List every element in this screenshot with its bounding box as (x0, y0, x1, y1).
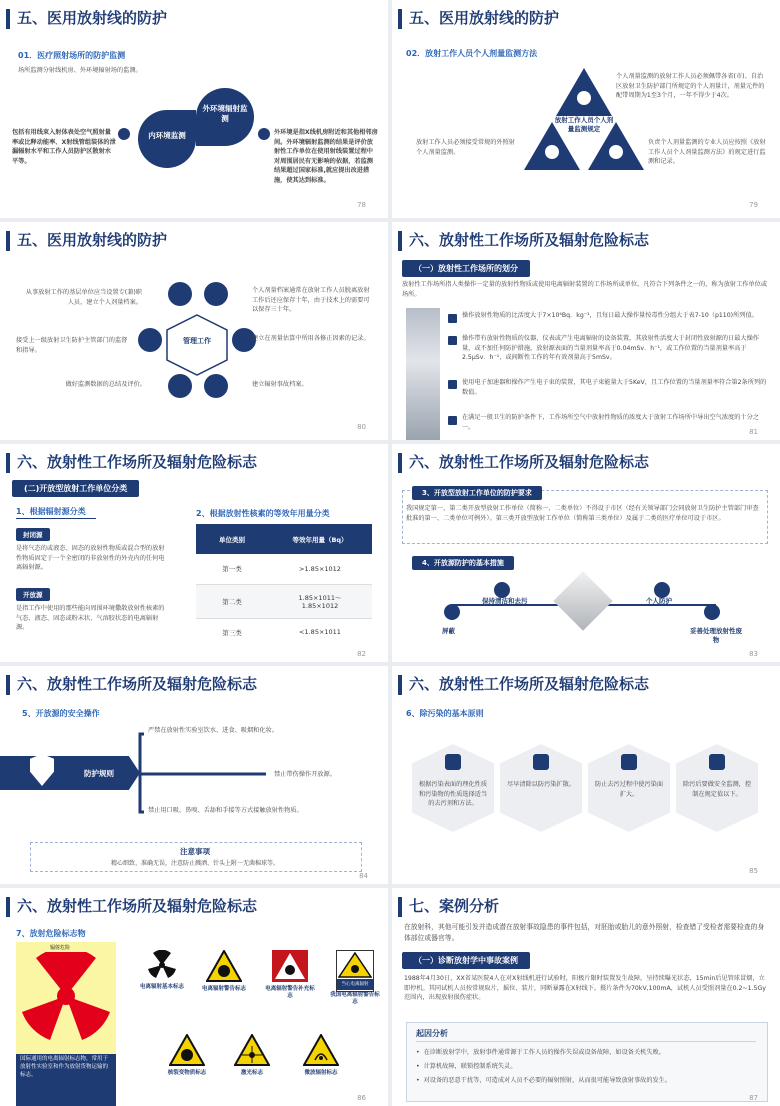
shield-icon (444, 604, 460, 620)
slide-header (392, 0, 780, 38)
radiation-sign-photo (16, 942, 116, 1106)
table-cell: 第三类 (222, 628, 242, 637)
measure-label-3: 个人防护 (646, 597, 672, 605)
rule-3: 禁止用口吸、鼻嗅、舌舔和手接等方式接触放射性物质。 (148, 807, 303, 814)
item-icon-2 (448, 336, 457, 345)
page-number: 79 (749, 201, 758, 209)
slide-header (0, 444, 388, 482)
slide-title: 六、放射性工作场所及辐射危险标志 (409, 453, 650, 471)
page-number: 84 (359, 872, 368, 880)
waste-icon (704, 604, 720, 620)
item-icon-1 (448, 314, 457, 323)
rule-label: 防护规则 (84, 769, 114, 778)
table-header: 等效年用量（Bq） (292, 535, 348, 544)
table-cell: <1.85×1011 (299, 628, 341, 637)
table-row (196, 618, 372, 646)
open-text: 是指工作中使用的那些能向周围环境撒散放射性核素的气态、液态、固态或粉末状、气溶胶状态的电离辐射源。 (16, 605, 165, 632)
sign-text: 当心电离辐射 (337, 979, 373, 990)
subtitle-3: 3、开放型放射工作单位的防护要求 (412, 486, 542, 500)
sign-label: 激光标志 (240, 1070, 263, 1076)
trefoil-diagram (22, 952, 110, 1042)
sign-laser (230, 1034, 274, 1077)
slide-title: 六、放射性工作场所及辐射危险标志 (409, 231, 650, 249)
subtitle-1: 1、根据辐射源分类 (16, 507, 86, 516)
section-pill: （一）诊断放射学中事故案例 (402, 952, 530, 969)
slide-79[interactable] (392, 0, 780, 218)
principle-text-2: 尽早清除以防污染扩散。 (506, 781, 576, 788)
center-label: 放射工作人员个人剂量监测规定 (554, 116, 614, 133)
item-text-1: 操作放射性物质的比活度大于7×10⁴Bq．kg⁻¹，且每日最大操作量按毒性分组大于表7-10（p110)所列值。 (462, 312, 758, 319)
section-subtitle: 02．放射工作人员个人剂量监测方法 (406, 49, 538, 58)
table-cell: 1.85×1011～1.85×1012 (298, 593, 342, 610)
petal-internal-label: 内环境监测 (148, 131, 186, 140)
tr-text: 个人剂量档案通常在放射工作人员脱离放射工作后还应保存十年，由于技术上的需要可以保存三十年。 (252, 287, 370, 314)
cause-text: 计算机故障，联锁控制系统失灵。 (423, 1063, 517, 1070)
item-icon-3 (448, 380, 457, 389)
slide-title: 五、医用放射线的防护 (17, 9, 168, 27)
page-number: 80 (357, 423, 366, 431)
slide-header (392, 666, 780, 704)
slide-82[interactable] (0, 444, 388, 662)
slide-header (392, 444, 780, 482)
slide-title: 六、放射性工作场所及辐射危险标志 (409, 675, 650, 693)
requirements-text: 我国规定第一、第二类开放型放射工作单位（简称一、二类单位）不得设于市区（经有关领导部门会同放射卫生防护主管部门审查批准的第一、二类单位可例外）。第三类开放型放射工作单位（简称第三类单位）及属于二类的医疗单位可设于市区。 (406, 505, 759, 522)
page-number: 82 (357, 650, 366, 658)
sign-microwave (296, 1034, 346, 1077)
slide-title: 五、医用放射线的防护 (17, 231, 168, 249)
scale-icon (709, 754, 725, 770)
slide-83[interactable] (392, 444, 780, 662)
sign-label: 核裂变物质标志 (167, 1070, 207, 1076)
page-number: 85 (749, 867, 758, 875)
table-cell: 第一类 (222, 565, 242, 574)
page-number: 83 (749, 650, 758, 658)
section-subtitle: 7、放射危险标志物 (16, 929, 86, 938)
cause-text: 对设备的恶意干扰等，可造成对人员不必要的辐射照射，从而很可能导致放射事故的发生。 (423, 1077, 672, 1084)
slide-header (0, 0, 388, 38)
slide-title: 六、放射性工作场所及辐射危险标志 (17, 897, 258, 915)
table-row (196, 584, 372, 618)
item-text-4: 在满足一般卫生的防护条件下，工作场所空气中放射性物质的浓度大于放射工作场所中导出空气浓度的十分之一。 (462, 414, 759, 431)
rule-banner (0, 756, 140, 790)
building-photo (406, 308, 440, 440)
intro-text: 场所监测分射线机房、外环境辐射场的监测。 (18, 67, 142, 74)
fission-triangle-icon (169, 1034, 205, 1066)
laser-triangle-icon (234, 1034, 270, 1066)
left-text: 放射工作人员必须接受常规的外照射个人剂量监测。 (416, 139, 515, 156)
cause-item-2: • 计算机故障，联锁控制系统失灵。 (416, 1063, 517, 1070)
item-text-3: 使用电子加速器和操作产生电子束的装置，其电子束能量大于5KeV，且工作位置的当量剂量率符合第2条所列的数值。 (462, 379, 767, 396)
radiation-icon (258, 128, 270, 140)
section-pill: (二)开放型放射工作单位分类 (12, 480, 139, 497)
gear-icon (621, 754, 637, 770)
page-number: 87 (749, 1094, 758, 1102)
section-subtitle: 01．医疗照射场所的防护监测 (18, 51, 126, 60)
slide-80[interactable] (0, 222, 388, 440)
sign-basic (140, 950, 184, 991)
rule-1: 严禁在放射性实验室饮水、进食、吸烟和化妆。 (148, 727, 278, 734)
network-icon (533, 754, 549, 770)
measure-label-2: 保持清洁和去污 (482, 597, 528, 605)
sign-label: 我国电离辐射警告标志 (330, 992, 380, 1006)
slide-78[interactable] (0, 0, 388, 218)
section-pill: （一）放射性工作场所的划分 (402, 260, 530, 277)
cause-title: 起因分析 (416, 1029, 448, 1038)
br-text: 建立辐射事故档案。 (252, 381, 308, 388)
hospital-icon (118, 128, 130, 140)
center-label: 管理工作 (183, 337, 211, 345)
microwave-triangle-icon (303, 1034, 339, 1066)
warning-triangle-icon (206, 950, 242, 982)
document-icon (445, 754, 461, 770)
left-text: 包括有用线束入射体表处空气照射量率或比释动能率、X射线管组装体的泄漏辐射水平和工作人员防护区散射水平等。 (12, 129, 116, 165)
slide-title: 六、放射性工作场所及辐射危险标志 (17, 453, 258, 471)
sealed-text: 是将气态的或液态、固态的放射性物质或混合型的放射性物质固定于一个全密闭的非放射性的外壳内的任何电离辐射源。 (16, 545, 165, 572)
slide-title: 六、放射性工作场所及辐射危险标志 (17, 675, 258, 693)
measure-label-4: 妥善处理放射性废物 (690, 627, 742, 644)
slide-84[interactable] (0, 666, 388, 884)
slide-header (392, 222, 780, 260)
chip-open-source: 开放源 (16, 588, 50, 601)
bl-text: 做好监测数据的总结及评价。 (65, 381, 146, 388)
slide-85[interactable] (392, 666, 780, 884)
item-text-2: 操作带有放射性物质的仪器、仪表或产生电离辐射的设备装置，其放射性活度大于封闭性放射源的日最大操作量，或不加任何防护措施，放射源表面的当量剂量率高于0.04mSv．h⁻¹，或工作位置的当量剂量率高于2.5μSv．h⁻¹，或间断性工作的年有效剂量高于5mSv。 (462, 335, 759, 362)
right-text: 外环境是指X线机房附近和其他相邻房间。外环境辐射监测的结果是评价放射性工作单位在使用射线装置过程中对周围居民有无影响的依据，若监测结果超过国家标准,就应提出改进措施，使其达到标准。 (274, 129, 378, 185)
intro-text: 放射性工作场所指人类操作一定量的放射性物质或使用电离辐射装置的工作场所或单位。凡符合下列条件之一的，称为放射工作单位或场所。 (402, 281, 768, 298)
supplement-triangle-icon (272, 950, 308, 982)
usage-table (196, 524, 372, 646)
sign-label: 电离辐射基本标志 (140, 984, 185, 990)
subtitle-4: 4、开放源防护的基本措施 (412, 556, 514, 570)
sign-label: 电离辐射警告补充标志 (265, 986, 315, 1000)
notice-text: 精心细致、准确无误，注意防止溅洒、针头上附一无菌棉球等。 (110, 860, 279, 867)
principle-text-3: 防止去污过程中使污染面扩大。 (594, 781, 664, 798)
slide-header (392, 888, 780, 926)
slide-87[interactable] (392, 888, 780, 1106)
right-text: 负责个人剂量监测的专业人员应按照《放射工作人员个人剂量监测方法》的规定进行监测和记录。 (648, 139, 766, 166)
slide-81[interactable] (392, 222, 780, 440)
section-subtitle: 6、除污染的基本原则 (406, 709, 484, 718)
sign-china (330, 950, 380, 1006)
slide-header (0, 222, 388, 260)
sign-warning (200, 950, 248, 993)
slide-86[interactable] (0, 888, 388, 1106)
section-subtitle: 5、开放源的安全操作 (22, 709, 100, 718)
top-text: 个人剂量监测的放射工作人员必须佩带各省(市)、自治区放射卫生防护部门所规定的个人剂量计，剂量元件的配带周期为1至3个月，一年不得少于4次。 (616, 73, 765, 100)
chip-sealed-source: 封闭源 (16, 528, 50, 541)
principle-text-1: 根据污染表面的理化性质和污染物的性质选择适当的去污剂和方法。 (418, 781, 488, 808)
measure-label-1: 屏蔽 (442, 627, 455, 635)
intro-text: 在放射科，其他可能引发并造成潜在放射事故隐患的事件包括，对胚胎或胎儿的意外照射，检查错了受检者需要检查的身体部位或器官等。 (404, 923, 765, 942)
cause-item-1: • 在诊断放射学中，放射事件通常源于工作人员的操作失误或设备故障，如设备关机失败。 (416, 1049, 665, 1056)
cause-item-3: • 对设备的恶意干扰等，可造成对人员不必要的辐射照射，从而很可能导致放射事故的发生。 (416, 1077, 672, 1084)
cause-text: 在诊断放射学中，放射事件通常源于工作人员的操作失误或设备故障，如设备关机失败。 (423, 1049, 665, 1056)
case-text: 1988年4月30日，XX省某医院4人在对X射线机进行试验时，阳极片限时装置发生故障，呈持续曝光状态，15min后见管球冒烟，立即停机。其同试机人员按常规取片，摇位、装片，同断暴露在X射线下。摄片条件为70kV,100mA，试机人员受照剂量在0.2~1.5Gy范围内，出现放射损伤症状。 (404, 975, 766, 1002)
slide-title: 五、医用放射线的防护 (409, 9, 560, 27)
sign-supplement (264, 950, 316, 1000)
principle-text-4: 除污后要做安全监测，控制在规定值以下。 (682, 781, 752, 798)
page-number: 78 (357, 201, 366, 209)
triangle-icon (338, 952, 372, 978)
trefoil-icon (147, 950, 177, 980)
table-row (196, 554, 372, 584)
photo-label: 辐射危险 (50, 945, 71, 951)
petal-external-label: 外环境辐射监测 (202, 104, 248, 124)
petal-internal (138, 110, 196, 168)
table-cell: 第二类 (222, 597, 242, 606)
table-cell: >1.85×1012 (299, 564, 341, 573)
page-number: 81 (749, 428, 758, 436)
sign-label: 电离辐射警告标志 (201, 986, 246, 992)
subtitle-2: 2、根据放射性核素的等效年用量分类 (196, 509, 330, 518)
ml-text: 接受上一级放射卫生防护主管部门的监督和指导。 (16, 337, 128, 354)
page-number: 86 (357, 1094, 366, 1102)
mr-text: 建立在剂量估算中所用各修正因素的记录。 (252, 335, 370, 342)
building-photo (553, 571, 612, 630)
slide-header (0, 666, 388, 704)
item-icon-4 (448, 416, 457, 425)
sign-label: 微波辐射标志 (304, 1070, 338, 1076)
petal-external (196, 88, 254, 146)
notice-title: 注意事项 (180, 847, 210, 856)
photo-caption: 国际通用的电离辐射标志物，常用于放射性实验室和作为放射货物运输的标志。 (20, 1056, 109, 1078)
slide-title: 七、案例分析 (409, 897, 500, 915)
rule-2: 禁止带伤操作开放源。 (274, 771, 336, 778)
table-header: 单位类别 (219, 535, 245, 544)
tl-text: 从事放射工作的基层单位应当设置专(兼)职人员，建立个人剂量档案。 (25, 289, 142, 306)
slide-header (0, 888, 388, 926)
sign-fission (162, 1034, 212, 1077)
